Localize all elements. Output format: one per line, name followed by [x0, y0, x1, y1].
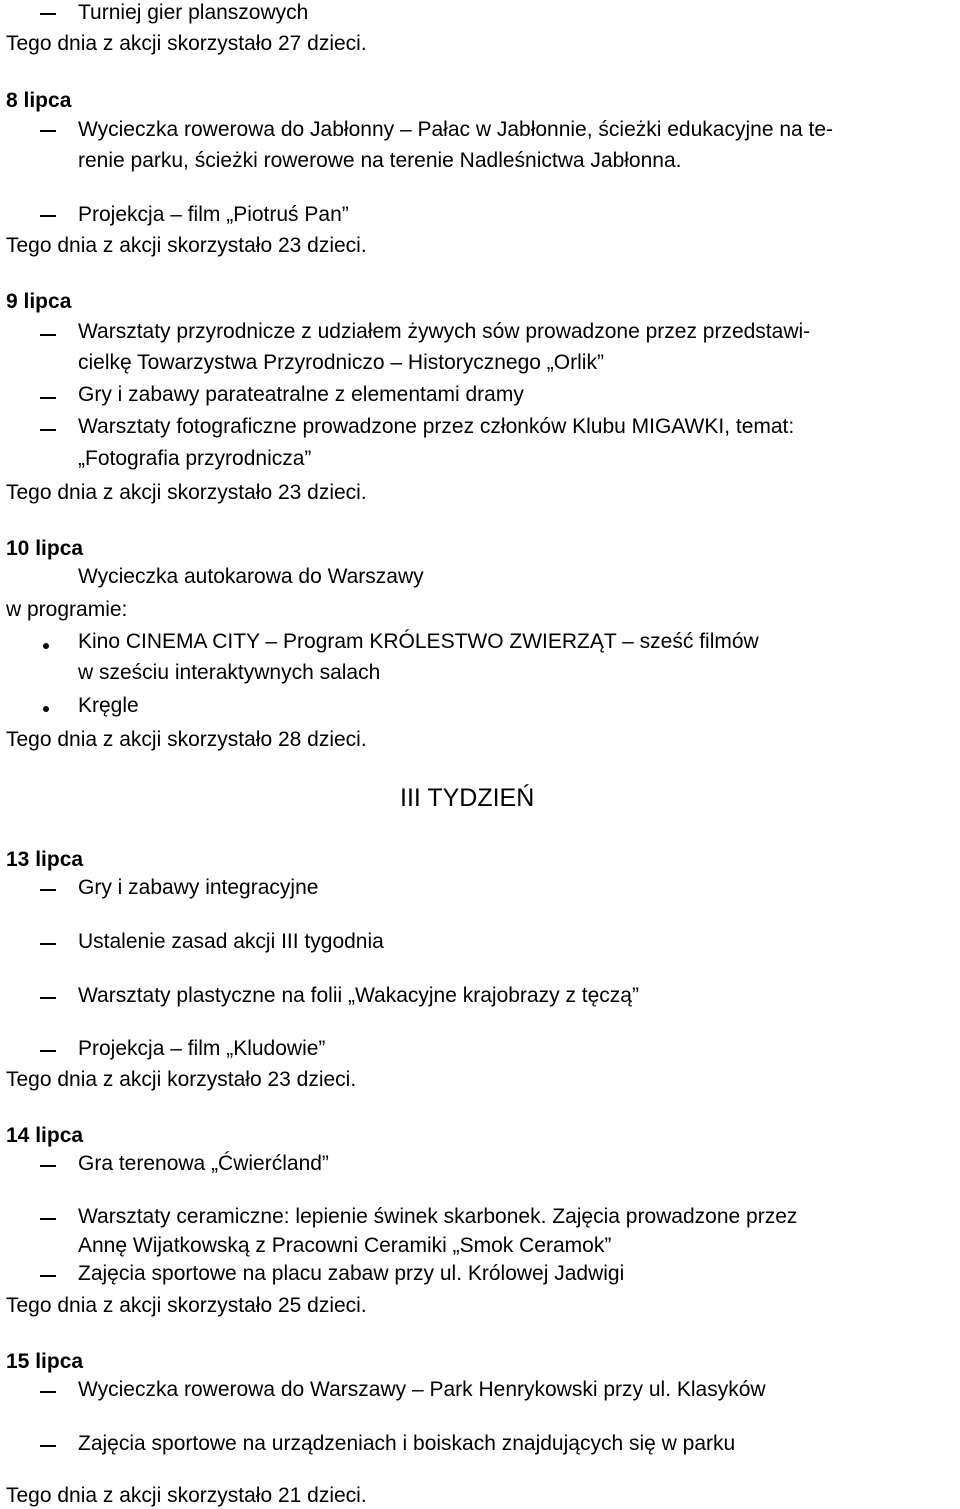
participation-summary: Tego dnia z akcji skorzystało 27 dzieci.	[6, 32, 367, 55]
dash-icon	[40, 1218, 56, 1220]
list-item: Gry i zabawy parateatralne z elementami dramy	[78, 383, 524, 406]
list-item: Warsztaty przyrodnicze z udziałem żywych sów prowadzone przez przedstawi-	[78, 320, 811, 343]
list-item-continuation: „Fotografia przyrodnicza”	[78, 447, 312, 470]
date-heading: 13 lipca	[6, 848, 84, 871]
list-item-continuation: Annę Wijatkowską z Pracowni Ceramiki „Smok Ceramok”	[78, 1234, 612, 1257]
list-item: Warsztaty ceramiczne: lepienie świnek skarbonek. Zajęcia prowadzone przez	[78, 1205, 798, 1228]
dash-icon	[40, 130, 56, 132]
dash-icon	[40, 1445, 56, 1447]
participation-summary: Tego dnia z akcji skorzystało 23 dzieci.	[6, 234, 367, 257]
list-item: Gra terenowa „Ćwierćland”	[78, 1152, 329, 1175]
list-item: Ustalenie zasad akcji III tygodnia	[78, 930, 384, 953]
bullet-icon	[43, 643, 49, 649]
dash-icon	[40, 1050, 56, 1052]
dash-icon	[40, 215, 56, 217]
date-heading: 8 lipca	[6, 89, 72, 112]
list-item: Turniej gier planszowych	[78, 1, 309, 24]
list-item: Zajęcia sportowe na placu zabaw przy ul. Królowej Jadwigi	[78, 1262, 625, 1285]
list-item: Gry i zabawy integracyjne	[78, 876, 319, 899]
list-item-continuation: w sześciu interaktywnych salach	[78, 661, 381, 684]
dash-icon	[40, 429, 56, 431]
list-item-continuation: renie parku, ścieżki rowerowe na terenie Nadleśnictwa Jabłonna.	[78, 149, 682, 172]
date-heading: 14 lipca	[6, 1124, 84, 1147]
list-item: Projekcja – film „Kludowie”	[78, 1037, 326, 1060]
trip-title: Wycieczka autokarowa do Warszawy	[78, 565, 424, 588]
date-heading: 15 lipca	[6, 1350, 84, 1373]
dash-icon	[40, 889, 56, 891]
participation-summary: Tego dnia z akcji skorzystało 25 dzieci.	[6, 1294, 367, 1317]
list-item: Wycieczka rowerowa do Warszawy – Park Henrykowski przy ul. Klasyków	[78, 1378, 766, 1401]
participation-summary: Tego dnia z akcji skorzystało 21 dzieci.	[6, 1484, 367, 1507]
date-heading: 9 lipca	[6, 290, 72, 313]
list-item: Kręgle	[78, 694, 139, 717]
dash-icon	[40, 1391, 56, 1393]
bullet-icon	[43, 706, 49, 712]
dash-icon	[40, 1275, 56, 1277]
list-item: Zajęcia sportowe na urządzeniach i boiskach znajdujących się w parku	[78, 1432, 736, 1455]
list-item: Kino CINEMA CITY – Program KRÓLESTWO ZWIERZĄT – sześć filmów	[78, 630, 759, 653]
dash-icon	[40, 397, 56, 399]
list-item: Projekcja – film „Piotruś Pan”	[78, 203, 349, 226]
participation-summary: Tego dnia z akcji skorzystało 28 dzieci.	[6, 728, 367, 751]
week-heading: III TYDZIEŃ	[400, 784, 535, 812]
dash-icon	[40, 334, 56, 336]
list-item: Wycieczka rowerowa do Jabłonny – Pałac w Jabłonnie, ścieżki edukacyjne na te-	[78, 118, 834, 141]
dash-icon	[40, 943, 56, 945]
list-item: Warsztaty plastyczne na folii „Wakacyjne krajobrazy z tęczą”	[78, 984, 639, 1007]
dash-icon	[40, 997, 56, 999]
dash-icon	[40, 13, 56, 15]
list-item-continuation: cielkę Towarzystwa Przyrodniczo – Historycznego „Orlik”	[78, 351, 604, 374]
participation-summary: Tego dnia z akcji korzystało 23 dzieci.	[6, 1068, 357, 1091]
list-item: Warsztaty fotograficzne prowadzone przez członków Klubu MIGAWKI, temat:	[78, 415, 795, 438]
program-label: w programie:	[6, 598, 128, 621]
participation-summary: Tego dnia z akcji skorzystało 23 dzieci.	[6, 481, 367, 504]
date-heading: 10 lipca	[6, 537, 84, 560]
dash-icon	[40, 1165, 56, 1167]
